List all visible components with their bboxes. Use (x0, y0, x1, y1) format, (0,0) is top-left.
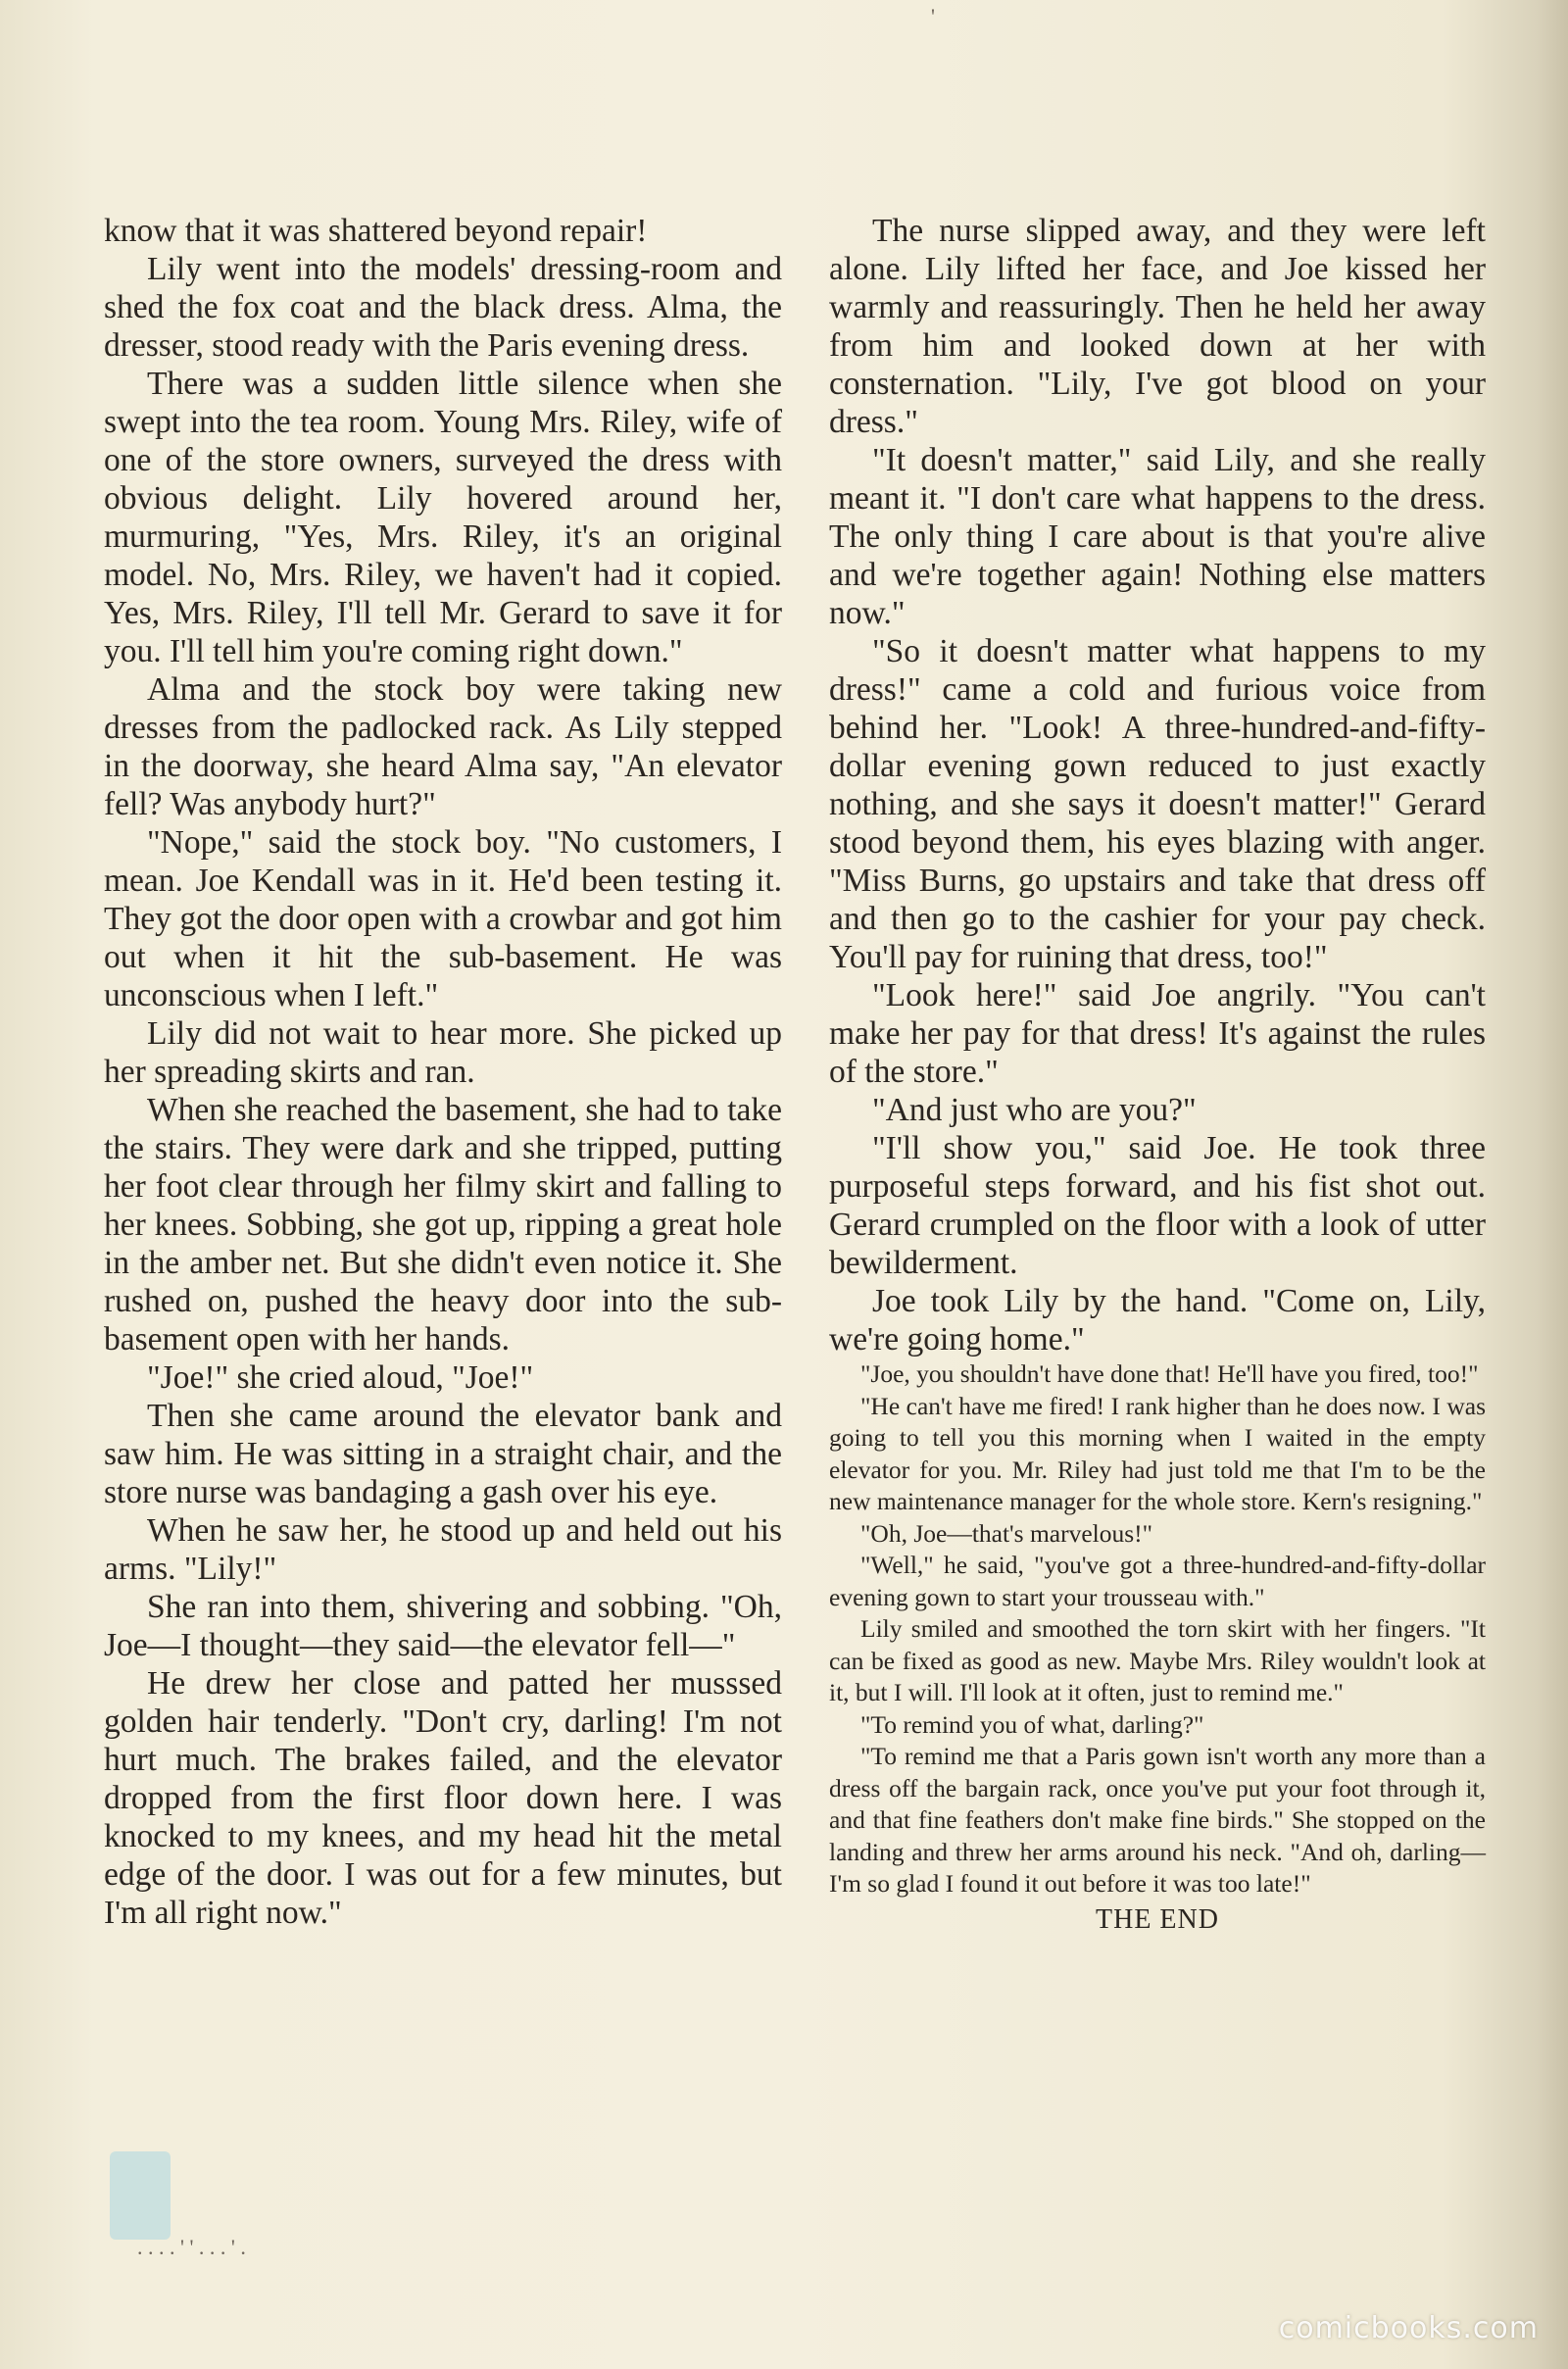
paragraph: "And just who are you?" (872, 1092, 1197, 1128)
right-text-column (829, 212, 1486, 1938)
paragraph: "To remind you of what, darling?" (860, 1709, 1204, 1739)
paragraph: "To remind me that a Paris gown isn't worth any more than a dress off the bargain rack, once you've put your foot through it, and that fine feathers don't make fine birds." She stopped on the landing and threw her arms around his neck. "And oh, darling—I'm so glad I found it out before it was too late!" (829, 1742, 1486, 1898)
paragraph: Then she came around the elevator bank and saw him. He was sitting in a straight chair, and the store nurse was bandaging a gash over his eye. (104, 1398, 782, 1510)
paragraph: "Well," he said, "you've got a three-hundred-and-fifty-dollar evening gown to start your trousseau with." (829, 1551, 1486, 1611)
small-type-section (829, 1358, 1486, 1900)
paragraph: There was a sudden little silence when she swept into the tea room. Young Mrs. Riley, wife of one of the store owners, surveyed the dress with obvious delight. Lily hovered around her, murmuring, "Yes, Mrs. Riley, it's an original model. No, Mrs. Riley, we haven't had it copied. Yes, Mrs. Riley, I'll tell Mr. Gerard to save it for you. I'll tell him you're coming right down." (104, 366, 782, 669)
paragraph: Lily did not wait to hear more. She picked up her spreading skirts and ran. (104, 1015, 782, 1090)
paragraph: "Nope," said the stock boy. "No customers, I mean. Joe Kendall was in it. He'd been testing it. They got the door open with a crowbar and got him out when it hit the sub-basement. He was unconscious when I left." (104, 824, 782, 1013)
paragraph: "I'll show you," said Joe. He took three purposeful steps forward, and his fist shot out. Gerard crumpled on the floor with a look of utter bewilderment. (829, 1130, 1486, 1281)
paragraph: "Joe!" she cried aloud, "Joe!" (147, 1359, 534, 1396)
paragraph: Joe took Lily by the hand. "Come on, Lily, we're going home." (829, 1283, 1486, 1357)
paragraph: "Oh, Joe—that's marvelous!" (860, 1518, 1153, 1548)
paragraph: know that it was shattered beyond repair! (104, 213, 648, 249)
left-text-column (104, 212, 782, 1932)
watermark: comicbooks.com (1278, 2311, 1539, 2345)
paragraph: When she reached the basement, she had to take the stairs. They were dark and she tripped, putting her foot clear through her filmy skirt and falling to her knees. Sobbing, she got up, ripping a great hole in the amber net. But she didn't even notice it. She rushed on, pushed the heavy door into the sub-basement open with her hands. (104, 1092, 782, 1357)
the-end-label: THE END (1096, 1903, 1219, 1935)
ink-speck: . . . . ' ' . . . ' . (137, 2235, 246, 2259)
paragraph: He drew her close and patted her musssed golden hair tenderly. "Don't cry, darling! I'm not hurt much. The brakes failed, and the elevator dropped from the first floor down here. I was knocked to my knees, and my head hit the metal edge of the door. I was out for a few minutes, but I'm all right now." (104, 1665, 782, 1931)
paragraph: Lily smiled and smoothed the torn skirt with her fingers. "It can be fixed as good as new. Maybe Mrs. Riley wouldn't look at it, but I will. I'll look at it often, just to remind me." (829, 1614, 1486, 1706)
paragraph: When he saw her, he stood up and held out his arms. "Lily!" (104, 1512, 782, 1587)
paragraph: Alma and the stock boy were taking new dresses from the padlocked rack. As Lily stepped in the doorway, she heard Alma say, "An elevator fell? Was anybody hurt?" (104, 671, 782, 822)
paragraph: "He can't have me fired! I rank higher than he does now. I was going to tell you this morning when I waited in the empty elevator for you. Mr. Riley had just told me that I'm to be the new maintenance manager for the whole store. Kern's resigning." (829, 1391, 1486, 1515)
paragraph: The nurse slipped away, and they were left alone. Lily lifted her face, and Joe kissed her warmly and reassuringly. Then he held her away from him and looked down at her with consternation. "Lily, I've got blood on your dress." (829, 213, 1486, 440)
paragraph: "Look here!" said Joe angrily. "You can't make her pay for that dress! It's against the rules of the store." (829, 977, 1486, 1090)
paragraph: "So it doesn't matter what happens to my dress!" came a cold and furious voice from behind her. "Look! A three-hundred-and-fifty-dollar evening gown reduced to just exactly nothing, and she says it doesn't matter!" Gerard stood beyond them, his eyes blazing with anger. "Miss Burns, go upstairs and take that dress off and then go to the cashier for your pay check. You'll pay for ruining that dress, too!" (829, 633, 1486, 975)
paragraph: "Joe, you shouldn't have done that! He'll have you fired, too!" (860, 1359, 1479, 1388)
paragraph: Lily went into the models' dressing-room and shed the fox coat and the black dress. Alma, the dresser, stood ready with the Paris evening dress. (104, 251, 782, 364)
paper-stain (110, 2151, 171, 2240)
paragraph: She ran into them, shivering and sobbing. "Oh, Joe—I thought—they said—the elevator fell—" (104, 1589, 782, 1663)
paragraph: "It doesn't matter," said Lily, and she really meant it. "I don't care what happens to the dress. The only thing I care about is that you're alive and we're together again! Nothing else matters now." (829, 442, 1486, 631)
ink-speck: ' (931, 4, 935, 28)
